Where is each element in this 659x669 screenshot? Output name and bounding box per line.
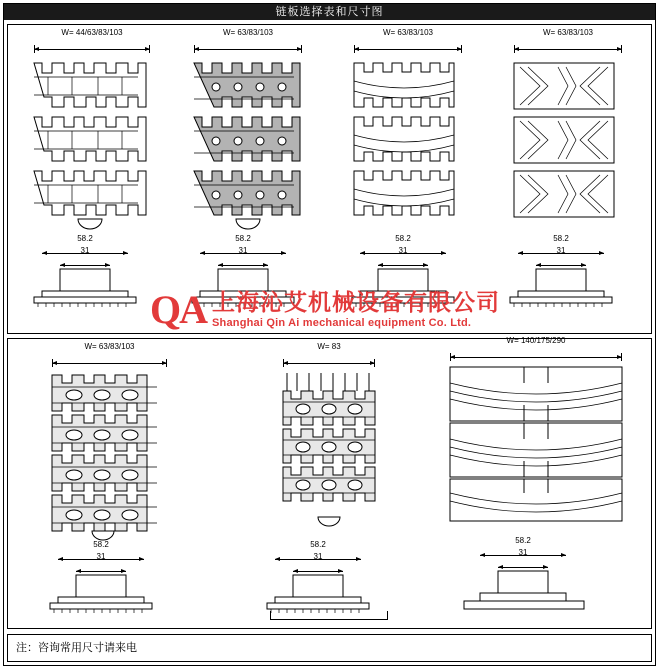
watermark-company-en: Shanghai Qin Ai mechanical equipment Co. Ltd. xyxy=(212,317,472,329)
item-7-sec-outer: 58.2 xyxy=(515,536,531,545)
watermark-logo: QA xyxy=(150,287,206,332)
item-5-sec-inner: 31 xyxy=(96,552,106,561)
item-1-section xyxy=(30,234,160,305)
item-1-sec-outer: 58.2 xyxy=(77,234,93,243)
note-bar: 注：咨询常用尺寸请来电 xyxy=(7,634,652,662)
watermark-company-cn: 上海沁艾机械设备有限公司 xyxy=(212,289,500,315)
item-3-sec-outer: 58.2 xyxy=(395,234,411,243)
item-4-sec-inner: 31 xyxy=(556,246,566,255)
item-6-plan xyxy=(263,342,403,543)
top-panel xyxy=(7,24,652,334)
item-4-plan xyxy=(498,28,638,234)
item-3-plan xyxy=(338,28,478,234)
item-5-plan xyxy=(32,342,192,543)
item-3-sec-inner: 31 xyxy=(398,246,408,255)
item-6-sec-inner: 31 xyxy=(313,552,323,561)
item-1-plan xyxy=(22,28,162,234)
item-4-section xyxy=(506,234,636,305)
item-5-sec-outer: 58.2 xyxy=(93,540,109,549)
item-5-width-label: W= 63/83/103 xyxy=(84,342,135,351)
item-2-plan xyxy=(178,28,318,234)
item-3-section xyxy=(348,234,478,305)
item-3-width-label: W= 63/83/103 xyxy=(382,28,434,37)
item-4-sec-outer: 58.2 xyxy=(553,234,569,243)
item-1-width-label: W= 44/63/83/103 xyxy=(61,28,123,37)
item-7-plan xyxy=(438,336,638,543)
item-1-sec-inner: 31 xyxy=(80,246,90,255)
bottom-panel xyxy=(7,338,652,629)
item-5-section xyxy=(46,540,176,611)
item-2-width-label: W= 63/83/103 xyxy=(222,28,274,37)
item-2-section xyxy=(188,234,318,305)
item-7-section xyxy=(458,536,608,611)
item-6-width-label: W= 83 xyxy=(317,342,341,351)
item-6-sec-outer: 58.2 xyxy=(310,540,326,549)
page-title: 链板选择表和尺寸图 xyxy=(4,4,655,20)
item-2-sec-inner: 31 xyxy=(238,246,248,255)
item-7-sec-inner: 31 xyxy=(518,548,528,557)
item-2-sec-outer: 58.2 xyxy=(235,234,251,243)
item-7-width-label: W= 140/175/290 xyxy=(506,336,566,345)
item-4-width-label: W= 63/83/103 xyxy=(542,28,594,37)
group-bracket xyxy=(270,611,388,620)
item-6-section xyxy=(263,540,393,611)
